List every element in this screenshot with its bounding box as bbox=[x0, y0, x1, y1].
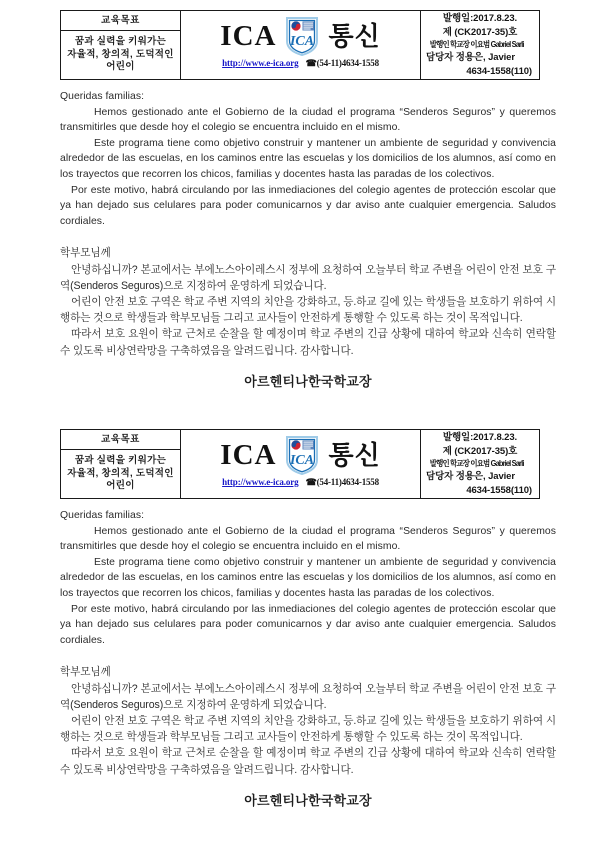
paragraph-spanish-1: Hemos gestionado ante el Gobierno de la ciudad el programa “Senderos Seguros” y queremos transmitirles que desde hoy el colegio se encuentra incluido en el mismo. bbox=[60, 525, 556, 553]
salutation-spanish: Queridas familias: bbox=[60, 510, 145, 521]
newsletter-copy-top bbox=[0, 0, 600, 390]
education-goal-line-2: 자율적, 창의적, 도덕적인 bbox=[67, 467, 174, 479]
education-goal-line-3: 어린이 bbox=[106, 61, 135, 73]
letter-body bbox=[60, 80, 556, 390]
telephone-icon: ☎ bbox=[305, 58, 317, 68]
salutation-korean: 학부모님께 bbox=[60, 247, 111, 260]
issue-staff-phone: 4634-1558(110) bbox=[466, 484, 532, 496]
issue-publisher: 발행인 학교장 이요범 Gabriel Sarli bbox=[429, 40, 524, 49]
issue-staff: 담당자 정용은, Javier bbox=[426, 471, 515, 482]
paragraph-korean-1: 안녕하십니까? 본교에서는 부에노스아이레스시 정부에 요청하여 오늘부터 학교 주변을 어린이 안전 보호 구역(Senderos Seguros)으로 지정하여 운영하게 되었습니다. bbox=[60, 263, 556, 292]
phone-number bbox=[306, 58, 379, 69]
paragraph-korean-2: 어린이 안전 보호 구역은 학교 주변 지역의 치안을 강화하고, 등.하교 길에 있는 학생들을 보호하기 위하여 시행하는 것으로 학생들과 학부모님들 그리고 교사들이 안전하게 통행할 수 있도록 하는 것이 목적입니다. bbox=[60, 295, 556, 325]
paragraph-korean-2: 어린이 안전 보호 구역은 학교 주변 지역의 치안을 강화하고, 등.하교 길에 있는 학생들을 보호하기 위하여 시행하는 것으로 학생들과 학부모님들 그리고 교사들이 안전하게 통행할 수 있도록 하는 것이 목적입니다. bbox=[60, 714, 556, 744]
issue-info-cell bbox=[421, 430, 539, 498]
paragraph-spanish-3: Por este motivo, habrá circulando por las inmediaciones del colegio agentes de protección escolar que ya han dejado sus celulares para poder comunicarnos y dar aviso ante cualquier emergencia. Saludos cordiales. bbox=[60, 184, 556, 227]
letter-body bbox=[60, 499, 556, 809]
brand-acronym: ICA bbox=[220, 438, 277, 471]
issue-staff-phone: 4634-1558(110) bbox=[466, 65, 532, 77]
education-goal-line-2: 자율적, 창의적, 도덕적인 bbox=[67, 48, 174, 60]
paragraph-korean-1: 안녕하십니까? 본교에서는 부에노스아이레스시 정부에 요청하여 오늘부터 학교 주변을 어린이 안전 보호 구역(Senderos Seguros)으로 지정하여 운영하게 되었습니다. bbox=[60, 682, 556, 711]
salutation-korean: 학부모님께 bbox=[60, 666, 111, 679]
paragraph-spanish-2: Este programa tiene como objetivo construir y mantener un ambiente de seguridad y convivencia alrededor de las escuelas, en los caminos entre las escuelas y los domicilios de los alumnos, así como en los trayectos que recorren los chicos, familias y docentes hasta las paradas de los colectivos. bbox=[60, 137, 556, 180]
brand-cell bbox=[181, 430, 421, 498]
education-goal-cell bbox=[61, 11, 181, 79]
masthead-table bbox=[60, 10, 540, 80]
brand-cell bbox=[181, 11, 421, 79]
education-goal-line-1: 꿈과 실력을 키워가는 bbox=[74, 36, 167, 48]
signature-line: 아르헨티나한국학교장 bbox=[244, 792, 372, 808]
phone-number-text: (54-11)4634-1558 bbox=[316, 58, 379, 68]
issue-staff: 담당자 정용은, Javier bbox=[426, 52, 515, 63]
paragraph-korean-3: 따라서 보호 요원이 학교 근처로 순찰을 할 예정이며 학교 주변의 긴급 상황에 대하여 학교와 신속히 연락할 수 있도록 비상연락망을 구축하였음을 알려드립니다. 감사합니다. bbox=[60, 328, 556, 357]
issue-publisher: 발행인 학교장 이요범 Gabriel Sarli bbox=[429, 459, 524, 468]
education-goal-cell bbox=[61, 430, 181, 498]
signature-line: 아르헨티나한국학교장 bbox=[244, 373, 372, 389]
education-goal-line-3: 어린이 bbox=[106, 480, 135, 492]
svg-text:ICA: ICA bbox=[290, 34, 315, 49]
issue-date: 발행일:2017.8.23. bbox=[442, 13, 518, 24]
svg-text:ICA: ICA bbox=[290, 453, 315, 468]
section-divider bbox=[60, 229, 556, 245]
brand-korean-name: 통신 bbox=[328, 21, 381, 51]
ica-shield-emblem-icon bbox=[285, 435, 319, 475]
ica-shield-emblem-icon bbox=[285, 16, 319, 56]
brand-row bbox=[220, 434, 380, 476]
issue-number: 제 (CK2017-35)호 bbox=[442, 445, 518, 457]
phone-number bbox=[306, 477, 379, 488]
section-divider bbox=[60, 648, 556, 664]
brand-contact-row bbox=[222, 58, 379, 69]
education-goal-body bbox=[61, 450, 180, 498]
education-goal-line-1: 꿈과 실력을 키워가는 bbox=[74, 455, 167, 467]
brand-korean-name: 통신 bbox=[328, 440, 381, 470]
website-link[interactable]: http://www.e-ica.org bbox=[222, 477, 299, 487]
education-goal-body bbox=[61, 31, 180, 79]
brand-row bbox=[220, 15, 380, 57]
paragraph-spanish-1: Hemos gestionado ante el Gobierno de la ciudad el programa “Senderos Seguros” y queremos transmitirles que desde hoy el colegio se encuentra incluido en el mismo. bbox=[60, 106, 556, 134]
telephone-icon: ☎ bbox=[305, 477, 317, 487]
newsletter-copy-bottom bbox=[0, 419, 600, 809]
paragraph-korean-3: 따라서 보호 요원이 학교 근처로 순찰을 할 예정이며 학교 주변의 긴급 상황에 대하여 학교와 신속히 연락할 수 있도록 비상연락망을 구축하였음을 알려드립니다. 감사합니다. bbox=[60, 747, 556, 776]
issue-number: 제 (CK2017-35)호 bbox=[442, 26, 518, 38]
paragraph-spanish-3: Por este motivo, habrá circulando por las inmediaciones del colegio agentes de protección escolar que ya han dejado sus celulares para poder comunicarnos y dar aviso ante cualquier emergencia. Saludos cordiales. bbox=[60, 603, 556, 646]
brand-acronym: ICA bbox=[220, 19, 277, 52]
phone-number-text: (54-11)4634-1558 bbox=[316, 477, 379, 487]
education-goal-title: 교육목표 bbox=[61, 11, 180, 31]
issue-date: 발행일:2017.8.23. bbox=[442, 432, 518, 443]
masthead-table bbox=[60, 429, 540, 499]
brand-contact-row bbox=[222, 477, 379, 488]
salutation-spanish: Queridas familias: bbox=[60, 91, 145, 102]
education-goal-title: 교육목표 bbox=[61, 430, 180, 450]
paragraph-spanish-2: Este programa tiene como objetivo construir y mantener un ambiente de seguridad y convivencia alrededor de las escuelas, en los caminos entre las escuelas y los domicilios de los alumnos, así como en los trayectos que recorren los chicos, familias y docentes hasta las paradas de los colectivos. bbox=[60, 556, 556, 599]
website-link[interactable]: http://www.e-ica.org bbox=[222, 58, 299, 68]
issue-info-cell bbox=[421, 11, 539, 79]
